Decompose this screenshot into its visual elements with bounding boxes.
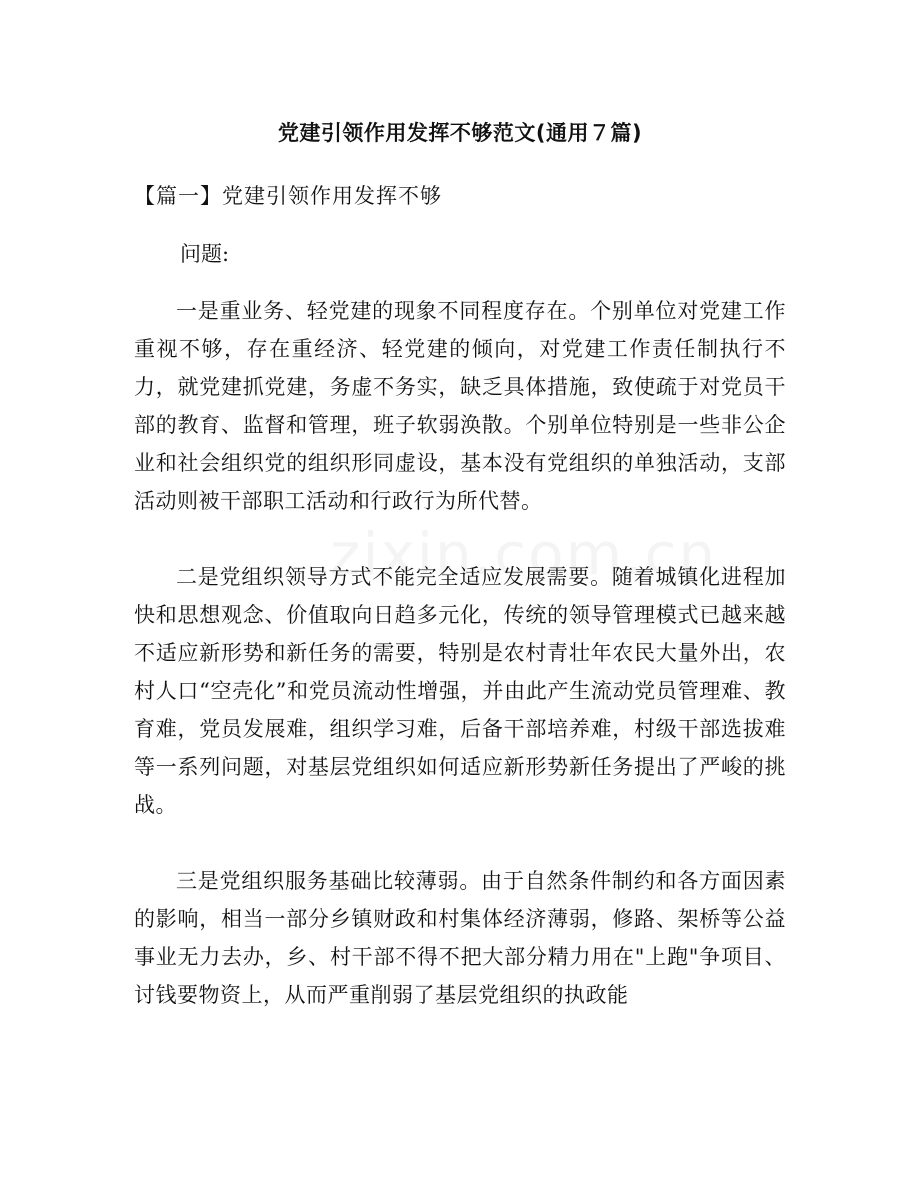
paragraph-3: 三是党组织服务基础比较薄弱。由于自然条件制约和各方面因素的影响，相当一部分乡镇财政和村集体经济薄弱，修路、架桥等公益事业无力去办，乡、村干部不得不把大部分精力用在"上跑"争项目、讨钱要物资上，从而严重削弱了基层党组织的执政能 — [134, 869, 786, 1007]
document-title: 党建引领作用发挥不够范文(通用７篇) — [277, 121, 643, 145]
paragraph-2: 二是党组织领导方式不能完全适应发展需要。随着城镇化进程加快和思想观念、价值取向日趋多元化，传统的领导管理模式已越来越不适应新形势和新任务的需要，特别是农村青壮年农民大量外出，农村人口“空壳化”和党员流动性增强，并由此产生流动党员管理难、教育难，党员发展难，组织学习难，后备干部培养难，村级干部选拔难等一系列问题，对基层党组织如何适应新形势新任务提出了严峻的挑战。 — [134, 565, 786, 817]
problem-label: 问题: — [180, 242, 230, 266]
paragraph-1: 一是重业务、轻党建的现象不同程度存在。个别单位对党建工作重视不够，存在重经济、轻党建的倾向，对党建工作责任制执行不力，就党建抓党建，务虚不务实，缺乏具体措施，致使疏于对党员干部的教育、监督和管理，班子软弱涣散。个别单位特别是一些非公企业和社会组织党的组织形同虚设，基本没有党组织的单独活动，支部活动则被干部职工活动和行政行为所代替。 — [134, 299, 786, 513]
section-heading: 【篇一】党建引领作用发挥不够 — [134, 184, 442, 208]
